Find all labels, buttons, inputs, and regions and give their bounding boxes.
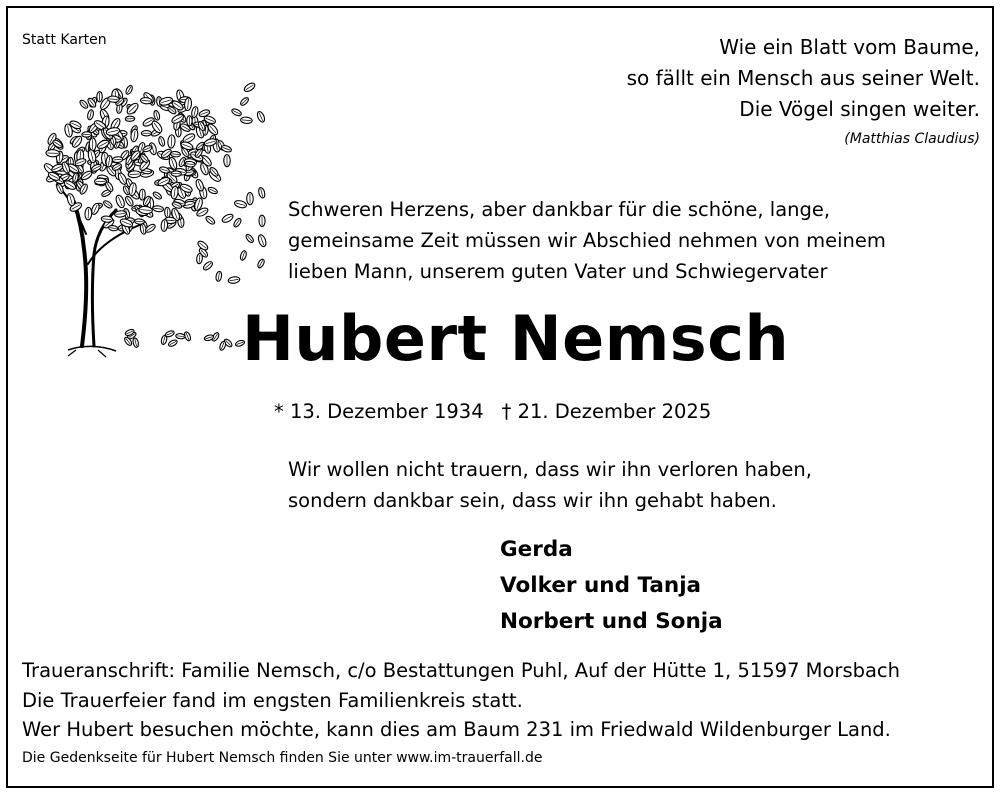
memorial-website-note: Die Gedenkseite für Hubert Nemsch finden Sie unter www.im-trauerfall.de xyxy=(22,750,543,766)
quote-line: Wie ein Blatt vom Baume, xyxy=(719,35,980,59)
obituary-notice xyxy=(6,6,994,788)
death-date: † 21. Dezember 2025 xyxy=(501,400,712,423)
family-member: Volker und Tanja xyxy=(500,573,702,598)
birth-date: * 13. Dezember 1934 xyxy=(274,400,484,423)
dictum-text xyxy=(288,454,812,516)
tree-with-falling-leaves-icon xyxy=(38,64,268,360)
life-dates xyxy=(274,400,711,423)
visit-info: Wer Hubert besuchen möchte, kann dies am Baum 231 im Friedwald Wildenburger Land. xyxy=(22,718,891,741)
deceased-name: Hubert Nemsch xyxy=(242,302,790,375)
quote-line: Die Vögel singen weiter. xyxy=(739,97,980,121)
footer-info xyxy=(22,656,900,745)
dictum-line: Wir wollen nicht trauern, dass wir ihn verloren haben, xyxy=(288,458,812,481)
quote-block xyxy=(627,32,980,151)
intro-line: lieben Mann, unserem guten Vater und Schwiegervater xyxy=(288,260,828,283)
dictum-line: sondern dankbar sein, dass wir ihn gehabt haben. xyxy=(288,489,777,512)
family-members xyxy=(500,532,723,640)
family-member: Gerda xyxy=(500,537,573,562)
ceremony-info: Die Trauerfeier fand im engsten Familienkreis statt. xyxy=(22,688,523,712)
mourning-address: Traueranschrift: Familie Nemsch, c/o Bestattungen Puhl, Auf der Hütte 1, 51597 Morsbach xyxy=(22,659,901,682)
family-member: Norbert und Sonja xyxy=(500,609,723,634)
intro-text xyxy=(288,194,886,287)
intro-line: gemeinsame Zeit müssen wir Abschied nehmen von meinem xyxy=(288,229,886,252)
statt-karten-label: Statt Karten xyxy=(22,32,107,48)
intro-line: Schweren Herzens, aber dankbar für die schöne, lange, xyxy=(288,198,831,221)
quote-line: so fällt ein Mensch aus seiner Welt. xyxy=(626,66,980,90)
quote-author: (Matthias Claudius) xyxy=(844,131,980,147)
